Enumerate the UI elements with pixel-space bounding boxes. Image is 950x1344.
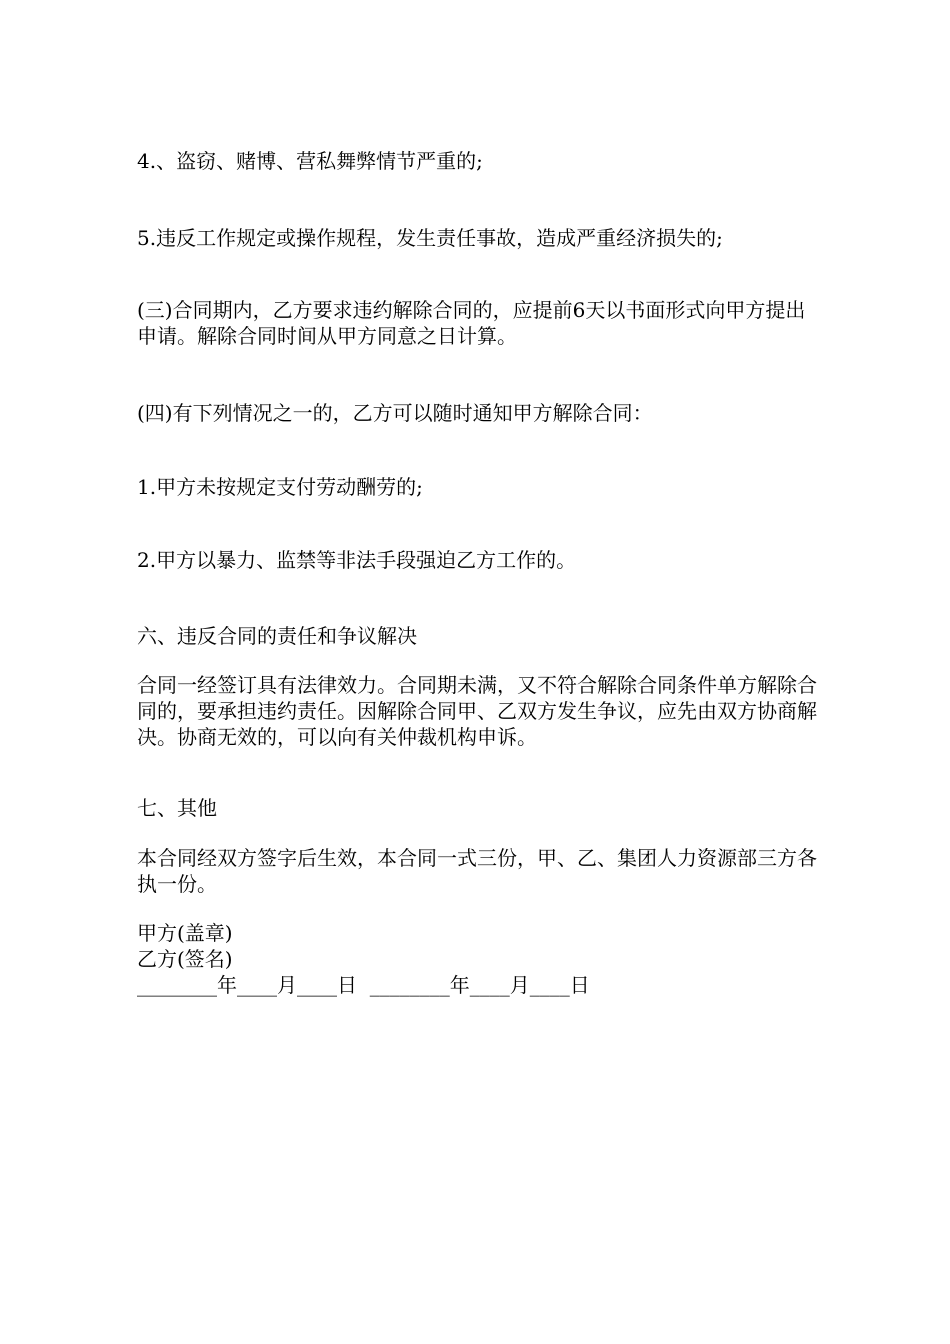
- section-7-title: 七、其他: [137, 796, 217, 820]
- section-6-body: 合同一经签订具有法律效力。合同期未满，又不符合解除合同条件单方解除合同的，要承担违约责任。因解除合同甲、乙双方发生争议，应先由双方协商解决。协商无效的，可以向有关仲裁机构申诉。: [137, 673, 817, 749]
- date-line: ________年____月____日 ________年____月____日: [137, 973, 590, 997]
- clause-4: (四)有下列情况之一的，乙方可以随时通知甲方解除合同：: [137, 401, 653, 425]
- clause-3: (三)合同期内，乙方要求违约解除合同的，应提前6天以书面形式向甲方提出申请。解除合同时间从甲方同意之日计算。: [137, 298, 806, 348]
- item-2: 2.甲方以暴力、监禁等非法手段强迫乙方工作的。: [137, 548, 577, 572]
- item-5: 5.违反工作规定或操作规程，发生责任事故，造成严重经济损失的;: [137, 226, 723, 250]
- item-1: 1.甲方未按规定支付劳动酬劳的;: [137, 475, 423, 499]
- party-b-signature-label: 乙方(签名): [137, 947, 233, 971]
- item-4: 4.、盗窃、赌博、营私舞弊情节严重的;: [137, 149, 483, 173]
- signature-block: [137, 920, 817, 998]
- party-a-stamp-label: 甲方(盖章): [137, 921, 233, 945]
- section-7-body: 本合同经双方签字后生效，本合同一式三份，甲、乙、集团人力资源部三方各执一份。: [137, 846, 817, 896]
- section-6-title: 六、违反合同的责任和争议解决: [137, 624, 417, 648]
